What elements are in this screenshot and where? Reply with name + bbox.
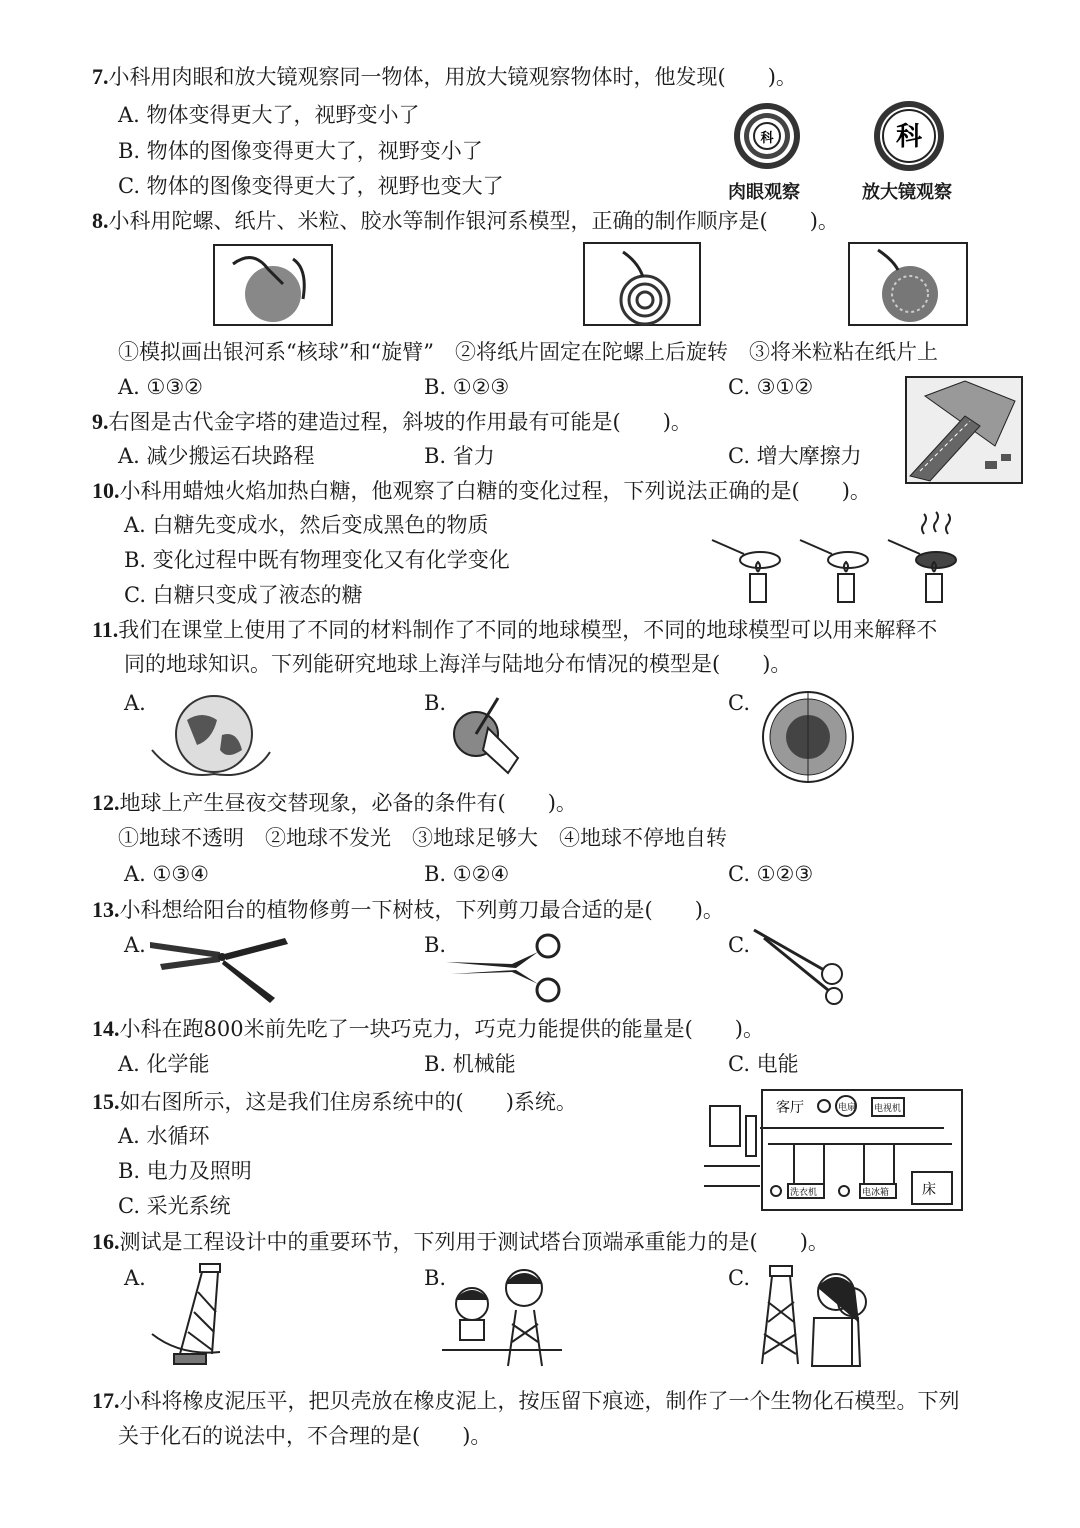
wiring-label-fan: 电扇 — [838, 1103, 857, 1113]
q10-option-c: C. 白糖只变成了液态的糖 — [124, 583, 363, 607]
q11-option-a: A. — [124, 691, 146, 715]
q9-option-a: A. 减少搬运石块路程 — [118, 444, 315, 468]
scissors-c-image — [752, 928, 852, 1006]
q14-option-c: C. 电能 — [728, 1052, 799, 1076]
q9-option-c: C. 增大摩擦力 — [728, 444, 862, 468]
magnifier-label: 放大镜观察 — [862, 182, 952, 203]
galaxy-step-draw-image — [213, 244, 333, 326]
q13-option-a: A. — [124, 933, 146, 957]
magnifier-char: 科 — [895, 122, 923, 152]
naked-eye-char: 科 — [760, 131, 774, 146]
pruning-shears-image — [150, 930, 290, 1006]
q11-option-c: C. — [728, 691, 750, 715]
q14-option-a: A. 化学能 — [118, 1052, 210, 1076]
q13-stem: 13.小科想给阳台的植物修剪一下树枝，下列剪刀最合适的是( )。 — [92, 897, 724, 922]
wiring-label-fridge: 电冰箱 — [862, 1188, 890, 1198]
q12-option-a: A. ①③④ — [124, 862, 209, 886]
q11-stem-2: 同的地球知识。下列能研究地球上海洋与陆地分布情况的模型是( )。 — [124, 652, 792, 676]
q7-option-b: B. 物体的图像变得更大了，视野变小了 — [118, 139, 483, 163]
q10-option-a: A. 白糖先变成水，然后变成黑色的物质 — [124, 513, 489, 537]
q9-option-b: B. 省力 — [424, 444, 495, 468]
q9-stem: 9.右图是古代金字塔的建造过程，斜坡的作用最有可能是( )。 — [92, 409, 692, 434]
q12-conditions: ①地球不透明 ②地球不发光 ③地球足够大 ④地球不停地自转 — [118, 826, 727, 850]
q10-option-b: B. 变化过程中既有物理变化又有化学变化 — [124, 548, 510, 572]
tower-test-b-image — [442, 1262, 562, 1372]
q7-option-a: A. 物体变得更大了，视野变小了 — [118, 103, 420, 127]
q15-option-a: A. 水循环 — [118, 1124, 210, 1148]
q13-option-c: C. — [728, 933, 750, 957]
q15-option-c: C. 采光系统 — [118, 1194, 231, 1218]
magnifier-figure — [873, 100, 945, 172]
q15-option-b: B. 电力及照明 — [118, 1159, 252, 1183]
scissors-b-image — [446, 932, 566, 1006]
q7-stem: 7.小科用肉眼和放大镜观察同一物体，用放大镜观察物体时，他发现( )。 — [92, 64, 797, 89]
q10-stem: 10.小科用蜡烛火焰加热白糖，他观察了白糖的变化过程，下列说法正确的是( )。 — [92, 478, 871, 503]
q11-option-b: B. — [424, 691, 447, 715]
wiring-label-living-room: 客厅 — [776, 1100, 804, 1116]
q8-option-b: B. ①②③ — [424, 375, 510, 399]
q13-option-b: B. — [424, 933, 447, 957]
q15-stem: 15.如右图所示，这是我们住房系统中的( )系统。 — [92, 1089, 577, 1114]
globe-model-a-image — [152, 690, 270, 778]
naked-eye-figure — [733, 102, 801, 170]
wiring-label-tv: 电视机 — [874, 1104, 902, 1114]
wiring-label-washer: 洗衣机 — [790, 1188, 818, 1198]
q12-option-c: C. ①②③ — [728, 862, 814, 886]
pyramid-ramp-image — [905, 376, 1023, 484]
q14-stem: 14.小科在跑800米前先吃了一块巧克力，巧克力能提供的能量是( )。 — [92, 1016, 764, 1041]
q16-option-b: B. — [424, 1266, 447, 1290]
globe-model-c-image — [760, 690, 856, 784]
q12-option-b: B. ①②④ — [424, 862, 510, 886]
q8-stem: 8.小科用陀螺、纸片、米粒、胶水等制作银河系模型，正确的制作顺序是( )。 — [92, 208, 839, 233]
house-wiring-image — [704, 1088, 966, 1214]
globe-model-b-image — [448, 688, 526, 782]
q7-option-c: C. 物体的图像变得更大了，视野也变大了 — [118, 174, 504, 198]
q8-option-a: A. ①③② — [118, 375, 203, 399]
galaxy-step-spin-image — [583, 242, 701, 326]
galaxy-step-rice-image — [848, 242, 968, 326]
q8-option-c: C. ③①② — [728, 375, 814, 399]
tower-test-a-image — [150, 1262, 246, 1372]
sugar-heating-image — [712, 514, 974, 604]
tower-test-c-image — [752, 1262, 872, 1372]
q16-option-c: C. — [728, 1266, 750, 1290]
q12-stem: 12.地球上产生昼夜交替现象，必备的条件有( )。 — [92, 790, 577, 815]
q11-stem: 11.我们在课堂上使用了不同的材料制作了不同的地球模型，不同的地球模型可以用来解释不 — [92, 617, 938, 642]
q17-stem-2: 关于化石的说法中，不合理的是( )。 — [118, 1424, 492, 1448]
q16-option-a: A. — [124, 1266, 146, 1290]
q17-stem: 17.小科将橡皮泥压平，把贝壳放在橡皮泥上，按压留下痕迹，制作了一个生物化石模型。下列 — [92, 1388, 960, 1413]
q16-stem: 16.测试是工程设计中的重要环节，下列用于测试塔台顶端承重能力的是( )。 — [92, 1229, 829, 1254]
wiring-label-bed: 床 — [922, 1182, 936, 1198]
naked-eye-label: 肉眼观察 — [728, 182, 800, 203]
q8-steps: ①模拟画出银河系“核球”和“旋臂” ②将纸片固定在陀螺上后旋转 ③将米粒粘在纸片上 — [118, 340, 938, 364]
q14-option-b: B. 机械能 — [424, 1052, 516, 1076]
